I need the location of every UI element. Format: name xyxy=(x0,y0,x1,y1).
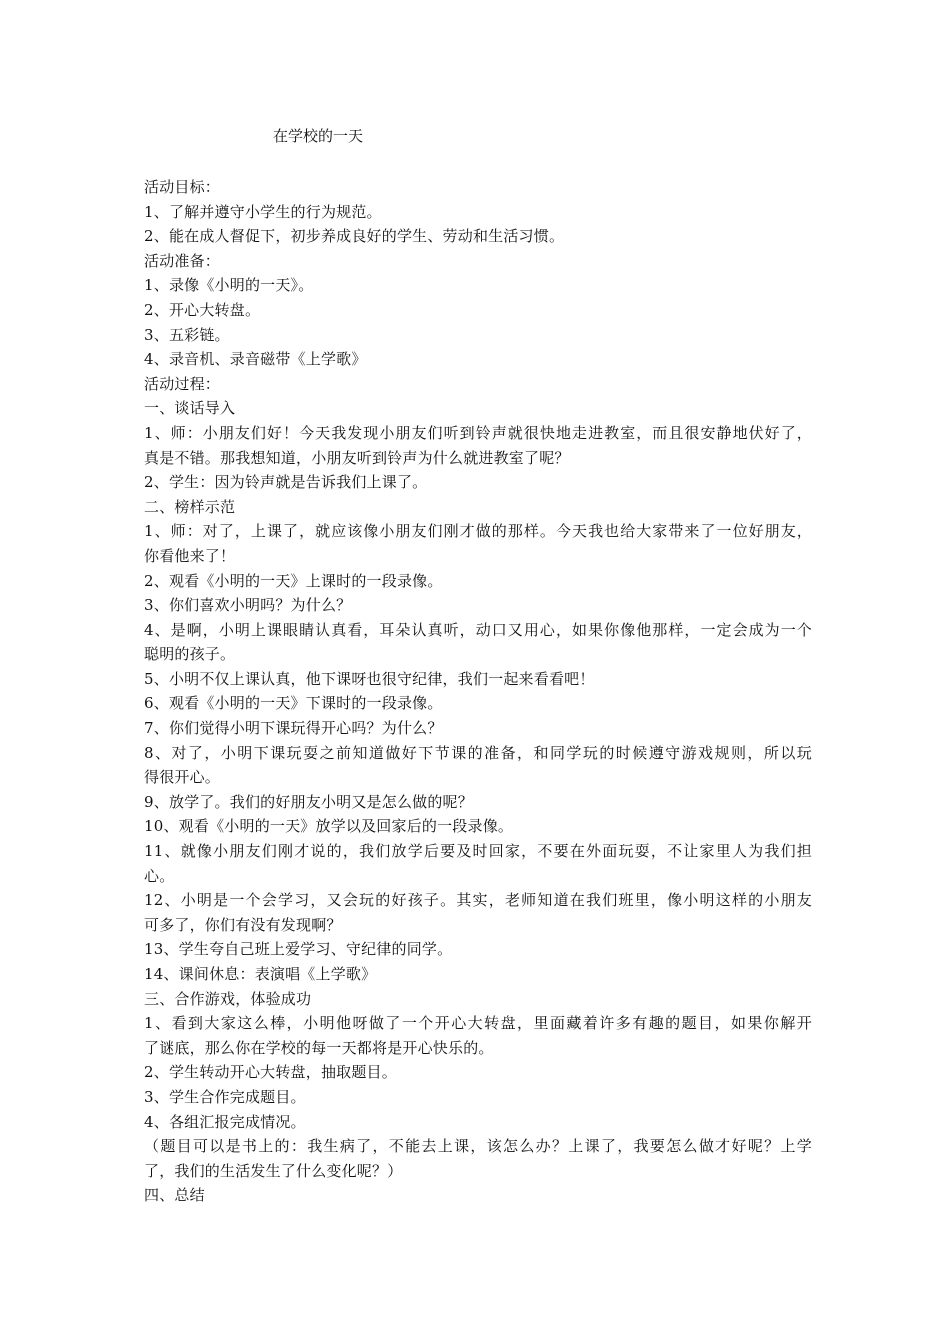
text-line: 1、看到大家这么棒，小明他呀做了一个开心大转盘，里面藏着许多有趣的题目，如果你解开 xyxy=(144,1014,812,1033)
text-line: （题目可以是书上的：我生病了，不能去上课，该怎么办？上课了，我要怎么做才好呢？上学 xyxy=(144,1137,812,1156)
text-line: 三、合作游戏，体验成功 xyxy=(144,989,312,1008)
text-line: 4、录音机、录音磁带《上学歌》 xyxy=(144,350,367,369)
text-line: 6、观看《小明的一天》下课时的一段录像。 xyxy=(144,694,443,713)
text-line: 5、小明不仅上课认真，他下课呀也很守纪律，我们一起来看看吧！ xyxy=(144,669,595,688)
text-line: 3、五彩链。 xyxy=(144,325,230,344)
text-line: 1、录像《小明的一天》。 xyxy=(144,276,314,295)
text-line: 1、了解并遵守小学生的行为规范。 xyxy=(144,202,382,221)
text-line: 活动目标： xyxy=(144,178,221,196)
text-line: 活动过程： xyxy=(144,374,221,393)
text-line: 1、师：对了，上课了，就应该像小朋友们刚才做的那样。今天我也给大家带来了一位好朋友， xyxy=(144,522,812,541)
text-line: 7、你们觉得小明下课玩得开心吗？为什么？ xyxy=(144,719,443,738)
text-line: 3、学生合作完成题目。 xyxy=(144,1087,306,1106)
document-title: 在学校的一天 xyxy=(273,127,364,145)
document-body xyxy=(144,175,812,1208)
text-line: 可多了，你们有没有发现啊？ xyxy=(144,915,342,934)
text-line: 14、课间休息：表演唱《上学歌》 xyxy=(144,965,377,983)
text-line: 2、开心大转盘。 xyxy=(144,300,261,319)
text-line: 一、谈话导入 xyxy=(144,399,236,418)
text-line: 四、总结 xyxy=(144,1186,205,1205)
text-line: 10、观看《小明的一天》放学以及回家后的一段录像。 xyxy=(144,817,514,836)
text-line: 2、学生转动开心大转盘，抽取题目。 xyxy=(144,1063,397,1082)
text-line: 活动准备： xyxy=(144,251,221,270)
text-line: 得很开心。 xyxy=(144,768,221,787)
text-line: 2、能在成人督促下，初步养成良好的学生、劳动和生活习惯。 xyxy=(144,227,565,246)
text-line: 3、你们喜欢小明吗？为什么？ xyxy=(144,596,352,615)
text-line: 2、学生：因为铃声就是告诉我们上课了。 xyxy=(144,473,428,492)
text-line: 真是不错。那我想知道，小朋友听到铃声为什么就进教室了呢？ xyxy=(144,448,570,467)
text-line: 8、对了，小明下课玩耍之前知道做好下节课的准备，和同学玩的时候遵守游戏规则，所以玩 xyxy=(144,743,812,762)
text-line: 心。 xyxy=(144,866,175,885)
text-line: 1、师：小朋友们好！今天我发现小朋友们听到铃声就很快地走进教室，而且很安静地伏好了， xyxy=(144,423,812,442)
text-line: 12、小明是一个会学习，又会玩的好孩子。其实，老师知道在我们班里，像小明这样的小朋友 xyxy=(144,891,812,910)
text-line: 2、观看《小明的一天》上课时的一段录像。 xyxy=(144,571,443,590)
text-line: 4、各组汇报完成情况。 xyxy=(144,1112,306,1131)
text-line: 9、放学了。我们的好朋友小明又是怎么做的呢？ xyxy=(144,792,473,811)
text-line: 聪明的孩子。 xyxy=(144,645,236,664)
text-line: 13、学生夸自己班上爱学习、守纪律的同学。 xyxy=(144,940,453,959)
text-line: 了，我们的生活发生了什么变化呢？） xyxy=(144,1161,403,1180)
text-line: 了谜底，那么你在学校的每一天都将是开心快乐的。 xyxy=(144,1038,494,1057)
text-line: 二、榜样示范 xyxy=(144,497,236,516)
text-line: 你看他来了！ xyxy=(144,546,236,565)
text-line: 11、就像小朋友们刚才说的，我们放学后要及时回家，不要在外面玩耍，不让家里人为我们担 xyxy=(144,842,812,861)
text-line: 4、是啊，小明上课眼睛认真看，耳朵认真听，动口又用心，如果你像他那样，一定会成为一个 xyxy=(144,620,812,639)
